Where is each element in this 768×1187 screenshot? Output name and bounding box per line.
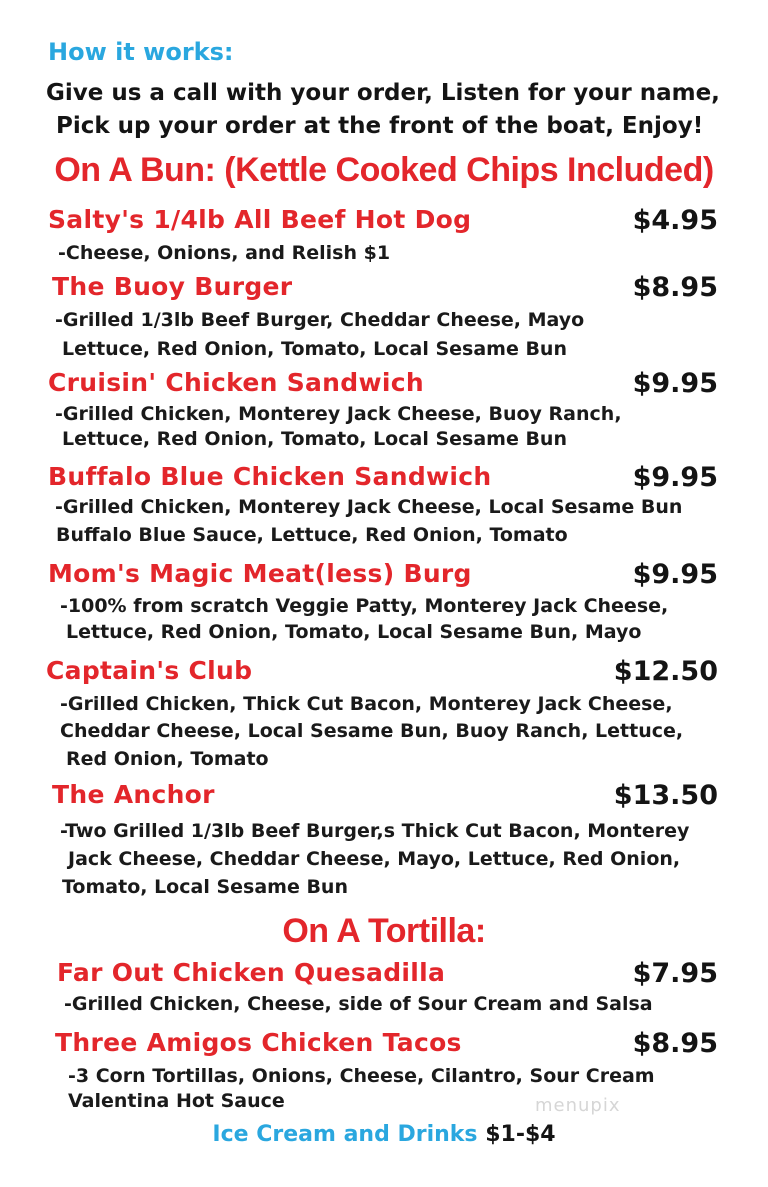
item-price: $4.95: [632, 205, 718, 236]
footer-price: $1-$4: [485, 1122, 556, 1147]
item-price: $12.50: [613, 656, 718, 687]
item-description: Cheddar Cheese, Local Sesame Bun, Buoy Ranch, Lettuce,: [60, 720, 684, 742]
item-description: -Cheese, Onions, and Relish $1: [58, 242, 391, 264]
item-price: $9.95: [632, 559, 718, 590]
item-price: $8.95: [632, 1028, 718, 1059]
item-description: Lettuce, Red Onion, Tomato, Local Sesame Bun, Mayo: [66, 621, 642, 643]
item-price: $7.95: [632, 958, 718, 989]
item-price: $13.50: [613, 780, 718, 811]
item-name: Far Out Chicken Quesadilla: [57, 958, 446, 987]
item-price: $9.95: [632, 462, 718, 493]
section-heading-tortilla: On A Tortilla:: [282, 912, 486, 950]
footer-label: Ice Cream and Drinks: [212, 1122, 478, 1147]
item-price: $9.95: [632, 368, 718, 399]
item-description: -Two Grilled 1/3lb Beef Burger,s Thick Cut Bacon, Monterey: [60, 820, 690, 842]
item-description: -3 Corn Tortillas, Onions, Cheese, Cilantro, Sour Cream: [68, 1065, 655, 1087]
watermark: menupix: [535, 1095, 621, 1116]
section-heading-bun: On A Bun: (Kettle Cooked Chips Included): [54, 151, 714, 189]
item-description: Red Onion, Tomato: [66, 748, 269, 770]
item-description: -Grilled Chicken, Monterey Jack Cheese, Buoy Ranch,: [55, 403, 622, 425]
how-it-works-title: How it works:: [48, 38, 234, 66]
footer: [0, 1122, 768, 1147]
item-description: -100% from scratch Veggie Patty, Monterey Jack Cheese,: [60, 595, 669, 617]
item-description: Valentina Hot Sauce: [68, 1090, 285, 1112]
item-description: Jack Cheese, Cheddar Cheese, Mayo, Lettuce, Red Onion,: [68, 848, 681, 870]
item-price: $8.95: [632, 272, 718, 303]
item-name: Cruisin' Chicken Sandwich: [48, 368, 424, 397]
item-name: Salty's 1/4lb All Beef Hot Dog: [48, 205, 472, 234]
item-name: Mom's Magic Meat(less) Burg: [48, 559, 472, 588]
item-description: -Grilled Chicken, Monterey Jack Cheese, Local Sesame Bun: [55, 496, 683, 518]
item-name: Buffalo Blue Chicken Sandwich: [48, 462, 492, 491]
item-description: Tomato, Local Sesame Bun: [62, 876, 348, 898]
item-description: Lettuce, Red Onion, Tomato, Local Sesame Bun: [62, 428, 567, 450]
item-name: The Buoy Burger: [52, 272, 293, 301]
item-description: -Grilled 1/3lb Beef Burger, Cheddar Cheese, Mayo: [55, 309, 585, 331]
item-description: -Grilled Chicken, Cheese, side of Sour Cream and Salsa: [64, 993, 653, 1015]
item-name: Three Amigos Chicken Tacos: [55, 1028, 462, 1057]
item-description: Lettuce, Red Onion, Tomato, Local Sesame Bun: [62, 338, 567, 360]
how-it-works-line-1: Give us a call with your order, Listen for your name,: [46, 80, 720, 106]
item-description: -Grilled Chicken, Thick Cut Bacon, Monterey Jack Cheese,: [60, 693, 673, 715]
how-it-works-line-2: Pick up your order at the front of the boat, Enjoy!: [56, 113, 704, 139]
item-name: The Anchor: [52, 780, 215, 809]
item-name: Captain's Club: [46, 656, 253, 685]
item-description: Buffalo Blue Sauce, Lettuce, Red Onion, Tomato: [56, 524, 568, 546]
